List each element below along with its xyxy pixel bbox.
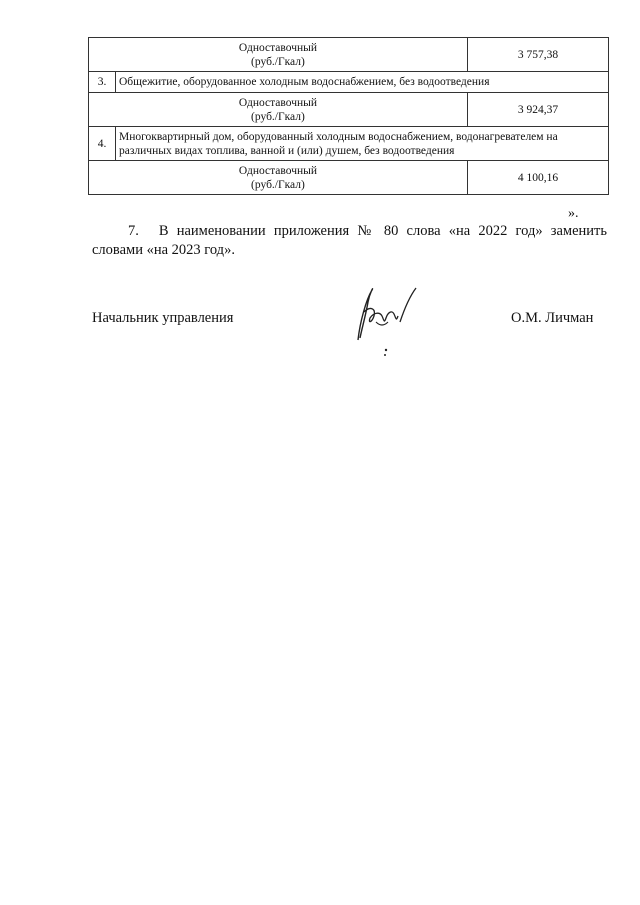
amendment-paragraph	[92, 222, 607, 260]
rate-unit: (руб./Гкал)	[251, 110, 305, 123]
rate-label: Одноставочный	[238, 164, 318, 177]
tariff-table	[88, 37, 609, 195]
rate-row	[89, 93, 609, 127]
rate-value: 4 100,16	[467, 161, 608, 195]
rate-label-cell	[89, 161, 468, 195]
signer-title: Начальник управления	[92, 310, 234, 326]
category-description: Общежитие, оборудованное холодным водоснабжением, без водоотведения	[116, 72, 609, 93]
rate-label: Одноставочный	[238, 96, 318, 109]
rate-value: 3 924,37	[467, 93, 608, 127]
paragraph-number: 7.	[128, 223, 139, 239]
rate-row	[89, 38, 609, 72]
category-row	[89, 127, 609, 161]
paragraph-text: В наименовании приложения № 80 слова «на 2022 год» заменить словами «на 2023 год».	[92, 223, 607, 258]
rate-unit: (руб./Гкал)	[251, 55, 305, 68]
rate-label-cell	[89, 38, 468, 72]
rate-value: 3 757,38	[467, 38, 608, 72]
category-number: 4.	[89, 127, 116, 161]
rate-label-cell	[89, 93, 468, 127]
handwritten-signature	[340, 282, 440, 362]
rate-label: Одноставочный	[238, 41, 318, 54]
rate-row	[89, 161, 609, 195]
category-number: 3.	[89, 72, 116, 93]
rate-unit: (руб./Гкал)	[251, 178, 305, 191]
signer-name: О.М. Личман	[511, 310, 594, 326]
closing-quote: ».	[568, 206, 579, 221]
category-row	[89, 72, 609, 93]
category-description: Многоквартирный дом, оборудованный холодным водоснабжением, водонагревателем на различных видах топлива, ванной и (или) душем, без водоотведения	[116, 127, 609, 161]
